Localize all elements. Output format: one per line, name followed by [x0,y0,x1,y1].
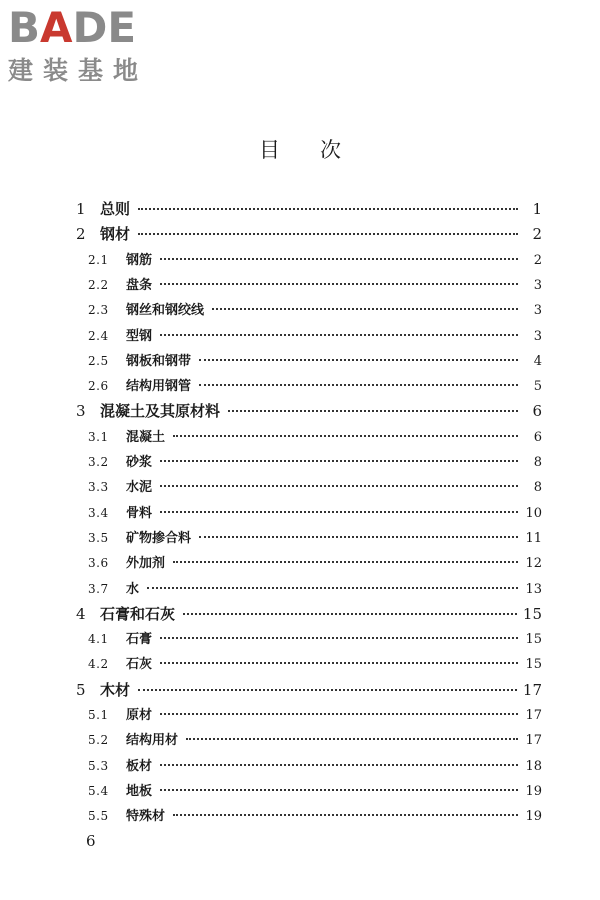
dot-leader [160,485,518,487]
toc-section-entry[interactable] [88,805,542,827]
toc-section-entry[interactable] [88,476,542,498]
toc-entry-number: 3.5 [88,530,109,545]
toc-entry-number: 5.5 [88,809,109,824]
toc-entry-label: 矿物掺合料 [126,530,192,546]
toc-entry-number: 2 [76,225,86,244]
toc-entry-label: 石膏和石灰 [100,604,176,623]
logo-letter-b: B [8,3,41,52]
toc-chapter-entry[interactable] [76,198,542,220]
toc-entry-label: 特殊材 [126,809,166,825]
toc-entry-label: 砂浆 [126,455,153,470]
toc-section-entry[interactable] [88,755,542,777]
toc-entry-page: 8 [533,480,542,496]
toc-entry-page: 3 [533,303,542,319]
toc-entry-number: 2.3 [88,303,109,318]
toc-entry-number: 3.6 [88,556,109,571]
toc-entry-page: 15 [525,632,542,648]
toc-entry-page: 17 [525,708,542,723]
toc-entry-label: 型钢 [126,328,153,344]
dot-leader [160,713,518,715]
dot-leader [160,662,518,664]
toc-section-entry[interactable] [88,527,542,549]
toc-entry-page: 11 [525,530,542,546]
toc-entry-label: 骨料 [126,505,153,521]
toc-section-entry[interactable] [88,780,542,802]
dot-leader [199,384,518,386]
dot-leader [138,689,517,691]
toc-section-entry[interactable] [88,628,542,650]
toc-entry-number: 5 [76,680,86,699]
toc-entry-page: 12 [525,556,542,572]
toc-section-entry[interactable] [88,426,542,448]
toc-section-entry[interactable] [88,350,542,372]
toc-entry-page: 17 [525,733,542,749]
page-number: 6 [86,832,96,850]
toc-entry-page: 15 [522,604,542,623]
dot-leader [160,789,518,791]
toc-entry-number: 3 [76,402,86,421]
toc-entry-number: 3.3 [88,480,109,495]
toc-entry-label: 水 [126,581,140,597]
toc-section-entry[interactable] [88,375,542,397]
toc-entry-label: 原材 [126,708,153,723]
toc-entry-number: 5.2 [88,733,109,748]
toc-entry-page: 1 [532,200,542,218]
toc-entry-number: 3.4 [88,505,109,520]
toc-entry-label: 木材 [100,680,131,699]
toc-entry-label: 外加剂 [126,556,166,572]
toc-section-entry[interactable] [88,502,542,524]
toc-entry-number: 3.1 [88,429,109,444]
logo-letters-de: DE [72,3,137,52]
toc-entry-number: 5.4 [88,783,109,798]
toc-entry-number: 3.7 [88,581,109,596]
watermark-logo [8,4,183,90]
toc-chapter-entry[interactable] [76,223,542,245]
toc-section-entry[interactable] [88,729,542,751]
toc-title: 目次 [259,138,381,162]
toc-section-entry[interactable] [88,249,542,271]
toc-entry-page: 6 [532,402,542,421]
toc-entry-page: 15 [525,657,542,673]
toc-section-entry[interactable] [88,451,542,473]
toc-entry-page: 5 [533,379,542,395]
toc-entry-page: 10 [525,505,542,521]
dot-leader [138,233,518,235]
toc-entry-number: 5.3 [88,758,109,773]
toc-entry-page: 19 [525,809,542,825]
toc-entry-number: 5.1 [88,708,109,722]
toc-entry-label: 水泥 [126,480,153,496]
toc-entry-page: 6 [533,429,542,445]
toc-chapter-entry[interactable] [76,400,542,422]
toc-entry-number: 1 [76,200,86,218]
toc-entry-label: 混凝土及其原材料 [100,402,221,421]
toc-section-entry[interactable] [88,578,542,600]
toc-section-entry[interactable] [88,299,542,321]
toc-entry-label: 钢板和钢带 [126,353,192,369]
dot-leader [183,613,517,615]
logo-wordmark [8,4,136,52]
toc-entry-label: 地板 [126,783,153,799]
toc-entry-number: 4.2 [88,657,109,672]
dot-leader [138,208,518,210]
toc-section-entry[interactable] [88,325,542,347]
toc-chapter-entry[interactable] [76,603,542,625]
toc-entry-label: 总则 [100,200,131,218]
toc-entry-label: 板材 [126,758,153,774]
toc-section-entry[interactable] [88,274,542,296]
toc-entry-label: 钢筋 [126,252,153,268]
toc-entry-number: 2.2 [88,277,109,292]
dot-leader [173,435,518,437]
dot-leader [186,738,518,740]
dot-leader [173,561,518,563]
toc-section-entry[interactable] [88,552,542,574]
toc-entry-page: 3 [533,277,542,293]
dot-leader [160,511,518,513]
toc-entry-number: 2.4 [88,328,109,343]
toc-entry-page: 18 [525,758,542,774]
dot-leader [160,460,518,462]
toc-entry-page: 17 [522,680,542,699]
toc-entry-label: 结构用钢管 [126,379,192,395]
toc-entry-page: 3 [533,328,542,344]
toc-entry-page: 19 [525,783,542,799]
toc-entry-label: 钢丝和钢绞线 [126,303,205,319]
toc-entry-page: 2 [533,252,542,268]
toc-entry-label: 混凝土 [126,429,166,445]
toc-entry-label: 盘条 [126,277,153,293]
toc-entry-label: 石灰 [126,657,153,673]
dot-leader [228,410,518,412]
dot-leader [173,814,518,816]
toc-entry-page: 4 [533,353,542,369]
toc-entry-number: 4 [76,604,86,623]
toc-section-entry[interactable] [88,653,542,675]
toc-entry-label: 结构用材 [126,733,179,749]
toc-entry-number: 2.1 [88,252,109,267]
dot-leader [199,536,518,538]
dot-leader [212,308,518,310]
toc-entry-number: 3.2 [88,455,109,469]
toc-entry-page: 8 [533,455,542,470]
logo-letter-a: A [40,3,73,52]
dot-leader [160,283,518,285]
dot-leader [160,258,518,260]
logo-subtitle: 建装基地 [8,56,149,85]
dot-leader [199,359,518,361]
dot-leader [160,334,518,336]
toc-entry-label: 钢材 [100,225,131,244]
toc-entry-page: 13 [525,581,542,597]
toc-chapter-entry[interactable] [76,679,542,701]
toc-section-entry[interactable] [88,704,542,726]
toc-entry-number: 2.5 [88,353,109,368]
dot-leader [160,764,518,766]
dot-leader [147,587,518,589]
dot-leader [160,637,518,639]
toc-entry-label: 石膏 [126,632,153,648]
toc-entry-number: 2.6 [88,379,109,394]
toc-entry-page: 2 [532,225,542,244]
toc-entry-number: 4.1 [88,632,109,647]
